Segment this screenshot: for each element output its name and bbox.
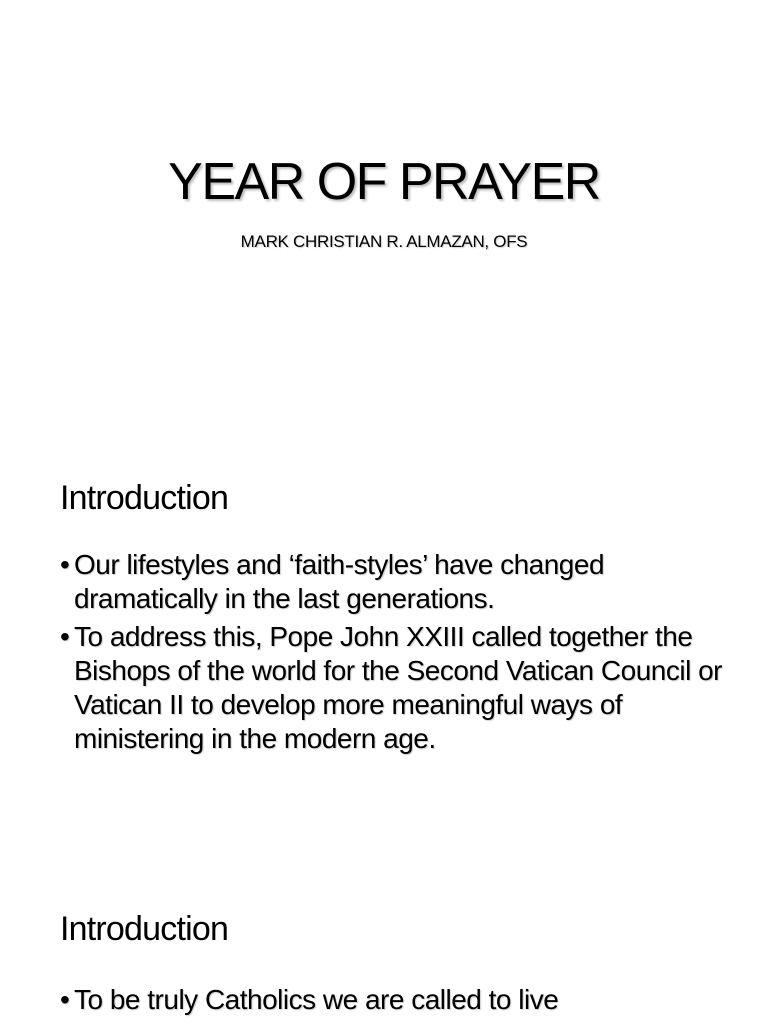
- bullet-text: To address this, Pope John XXIII called together the Bishops of the world for the Second Vatican Council or Vatican II to develop more meaningful ways of ministering in the modern age.: [74, 621, 722, 754]
- bullet-point-icon: •: [60, 984, 70, 1015]
- bullet-point-icon: •: [60, 549, 70, 580]
- slide-heading: Introduction: [60, 910, 229, 948]
- bullet-item: [60, 620, 740, 756]
- presentation-author: MARK CHRISTIAN R. ALMAZAN, OFS: [240, 232, 528, 251]
- bullet-item: [60, 548, 740, 616]
- bullet-list: [60, 983, 740, 1021]
- presentation-title: YEAR OF PRAYER: [168, 153, 600, 211]
- title-slide: [0, 0, 768, 400]
- bullet-text: To be truly Catholics we are called to live: [74, 984, 559, 1015]
- intro-slide-1: [0, 460, 768, 880]
- bullet-point-icon: •: [60, 621, 70, 652]
- intro-slide-2: [0, 895, 768, 1024]
- bullet-text: Our lifestyles and ‘faith-styles’ have changed dramatically in the last generations.: [74, 549, 605, 614]
- bullet-item: [60, 983, 740, 1017]
- bullet-list: [60, 548, 740, 760]
- slide-heading: Introduction: [60, 479, 229, 517]
